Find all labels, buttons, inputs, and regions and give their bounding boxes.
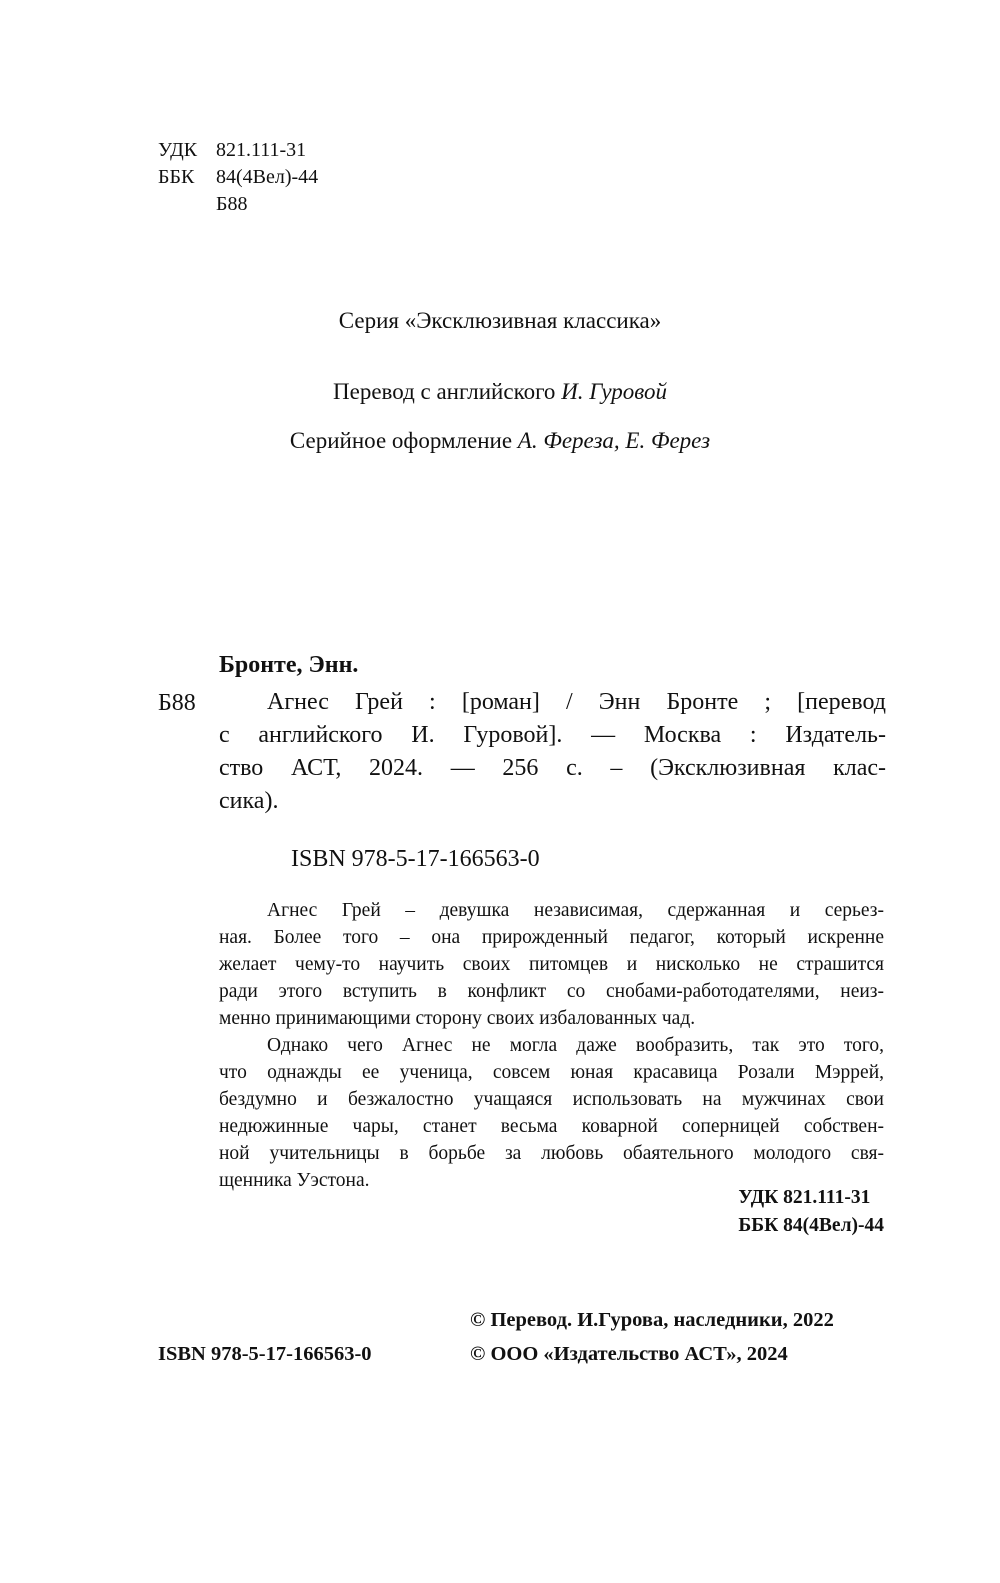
series-title: Серия «Эксклюзивная классика» <box>338 308 662 333</box>
copyright-publisher: © ООО «Издательство АСТ», 2024 <box>470 1343 788 1365</box>
annotation-line: желает чему-то научить своих питомцев и нисколько не страшится <box>219 954 884 975</box>
translation-prefix: Перевод с английского <box>333 379 562 404</box>
bbk-value: 84(4Вел)-44 <box>216 166 319 188</box>
copyright-translation: © Перевод. И.Гурова, наследники, 2022 <box>470 1309 834 1331</box>
annotation-line: ной учительницы в борьбе за любовь обаятельного молодого свя- <box>219 1143 884 1164</box>
description-line: с английского И. Гуровой]. — Москва : Издатель- <box>219 722 886 748</box>
annotation <box>219 897 884 1194</box>
record-mark: Б88 <box>158 690 196 716</box>
udk-row <box>158 137 318 164</box>
bottom-udk: УДК 821.111-31 <box>738 1187 871 1208</box>
description-line: Агнес Грей : [роман] / Энн Бронте ; [перевод <box>267 689 886 715</box>
bbk-label: ББК <box>158 166 195 188</box>
translation-credit <box>0 379 1000 405</box>
designer-names: А. Фереза, Е. Ферез <box>517 428 711 453</box>
record-description <box>219 686 886 818</box>
description-line: ство АСТ, 2024. — 256 с. – (Эксклюзивная клас- <box>219 755 886 781</box>
annotation-line: Однако чего Агнес не могла даже вообразить, так это того, <box>267 1035 884 1056</box>
bottom-bbk: ББК 84(4Вел)-44 <box>738 1215 884 1236</box>
annotation-line: менно принимающими сторону своих избалованных чад. <box>219 1008 696 1029</box>
udk-value: 821.111-31 <box>216 139 307 161</box>
description-line: сика). <box>219 788 279 814</box>
record-isbn: ISBN 978-5-17-166563-0 <box>291 846 540 872</box>
record-author: Бронте, Энн. <box>219 652 359 678</box>
annotation-line: щенника Уэстона. <box>219 1170 370 1191</box>
classification-block <box>158 137 318 218</box>
annotation-line: недюжинные чары, станет весьма коварной соперницей собствен- <box>219 1116 884 1137</box>
bbk-row <box>158 164 318 191</box>
bottom-classification <box>738 1184 884 1240</box>
design-credit <box>0 428 1000 454</box>
author-mark: Б88 <box>216 193 248 215</box>
udk-label: УДК <box>158 139 198 161</box>
copyright-block <box>470 1303 834 1371</box>
author-mark-row <box>158 191 318 218</box>
annotation-line: бездумно и безжалостно учащаяся использовать на мужчинах свои <box>219 1089 884 1110</box>
annotation-line: Агнес Грей – девушка независимая, сдержанная и серьез- <box>267 900 884 921</box>
annotation-line: что однажды ее ученица, совсем юная красавица Розали Мэррей, <box>219 1062 884 1083</box>
isbn-bottom: ISBN 978-5-17-166563-0 <box>158 1343 372 1365</box>
design-prefix: Серийное оформление <box>289 428 518 453</box>
annotation-line: ная. Более того – она прирожденный педагог, который искренне <box>219 927 884 948</box>
annotation-line: ради этого вступить в конфликт со снобами-работодателями, неиз- <box>219 981 884 1002</box>
translator-name: И. Гуровой <box>561 379 667 404</box>
